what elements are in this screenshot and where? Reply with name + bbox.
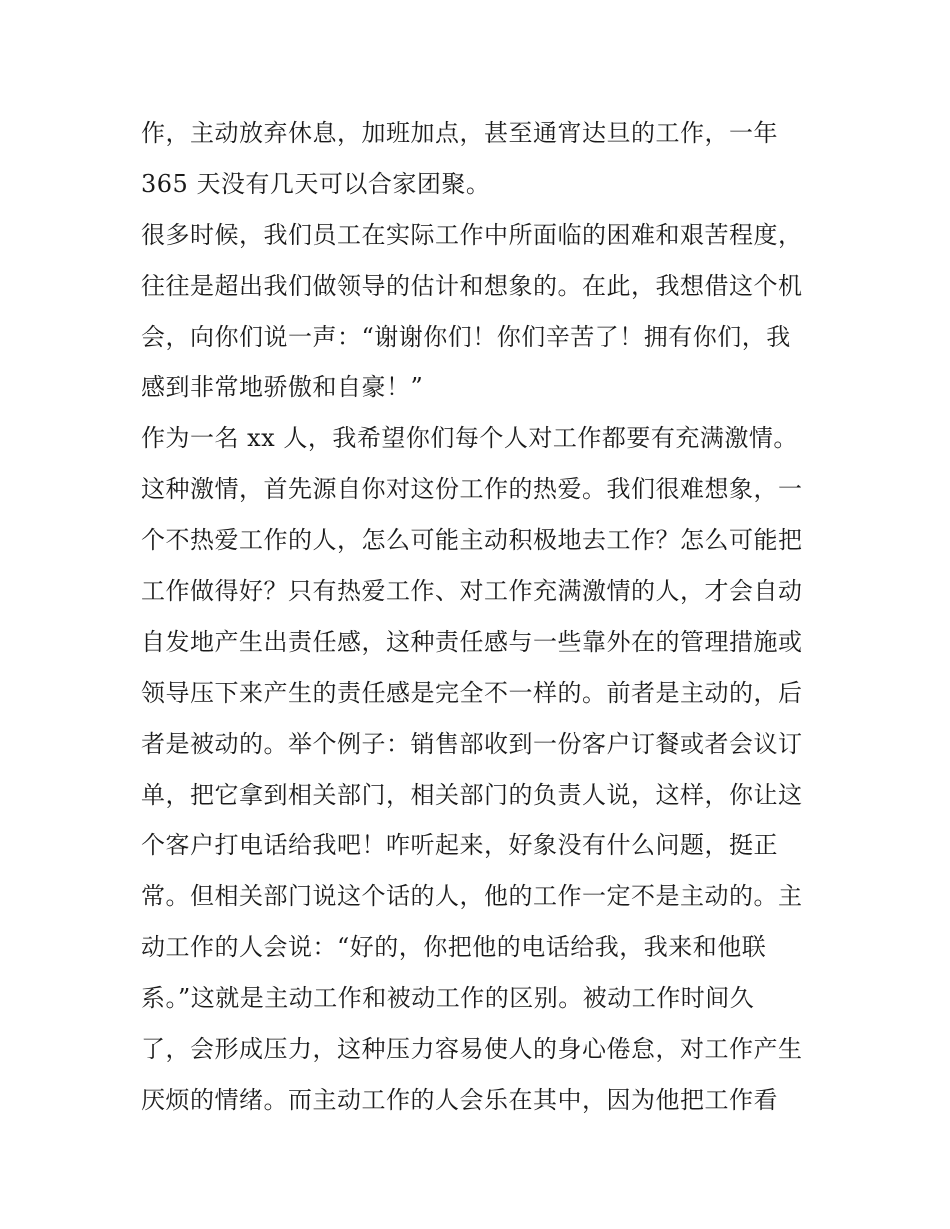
text-line: 个不热爱工作的人，怎么可能主动积极地去工作？怎么可能把 — [141, 526, 803, 555]
text-line: 这种激情，首先源自你对这份工作的热爱。我们很难想象，一 — [141, 475, 803, 504]
text-line: 往往是超出我们做领导的估计和想象的。在此，我想借这个机 — [141, 271, 803, 300]
text-line: 自发地产生出责任感，这种责任感与一些靠外在的管理措施或 — [141, 627, 803, 656]
text-line: 会，向你们说一声：“谢谢你们！你们辛苦了！拥有你们，我 — [141, 322, 791, 351]
text-line: 者是被动的。举个例子：销售部收到一份客户订餐或者会议订 — [141, 729, 803, 758]
text-line: 工作做得好？只有热爱工作、对工作充满激情的人，才会自动 — [141, 577, 803, 606]
text-line: 单，把它拿到相关部门，相关部门的负责人说，这样，你让这 — [141, 780, 803, 809]
text-line: 系。”这就是主动工作和被动工作的区别。被动工作时间久 — [141, 984, 755, 1013]
text-line: 个客户打电话给我吧！咋听起来，好象没有什么问题，挺正 — [141, 831, 778, 860]
body-text — [141, 108, 821, 1126]
text-line: 365 天没有几天可以合家团聚。 — [141, 169, 491, 198]
text-line: 了，会形成压力，这种压力容易使人的身心倦怠，对工作产生 — [141, 1035, 803, 1064]
text-line: 作为一名 xx 人，我希望你们每个人对工作都要有充满激情。 — [141, 424, 798, 453]
text-line: 常。但相关部门说这个话的人，他的工作一定不是主动的。主 — [141, 882, 803, 911]
text-line: 很多时候，我们员工在实际工作中所面临的困难和艰苦程度， — [141, 220, 803, 249]
text-line: 动工作的人会说：“好的，你把他的电话给我，我来和他联 — [141, 933, 767, 962]
text-line: 领导压下来产生的责任感是完全不一样的。前者是主动的，后 — [141, 678, 803, 707]
text-line: 感到非常地骄傲和自豪！” — [141, 373, 424, 402]
text-line: 作，主动放弃休息，加班加点，甚至通宵达旦的工作，一年 — [141, 119, 778, 147]
text-line: 厌烦的情绪。而主动工作的人会乐在其中，因为他把工作看 — [141, 1085, 778, 1114]
